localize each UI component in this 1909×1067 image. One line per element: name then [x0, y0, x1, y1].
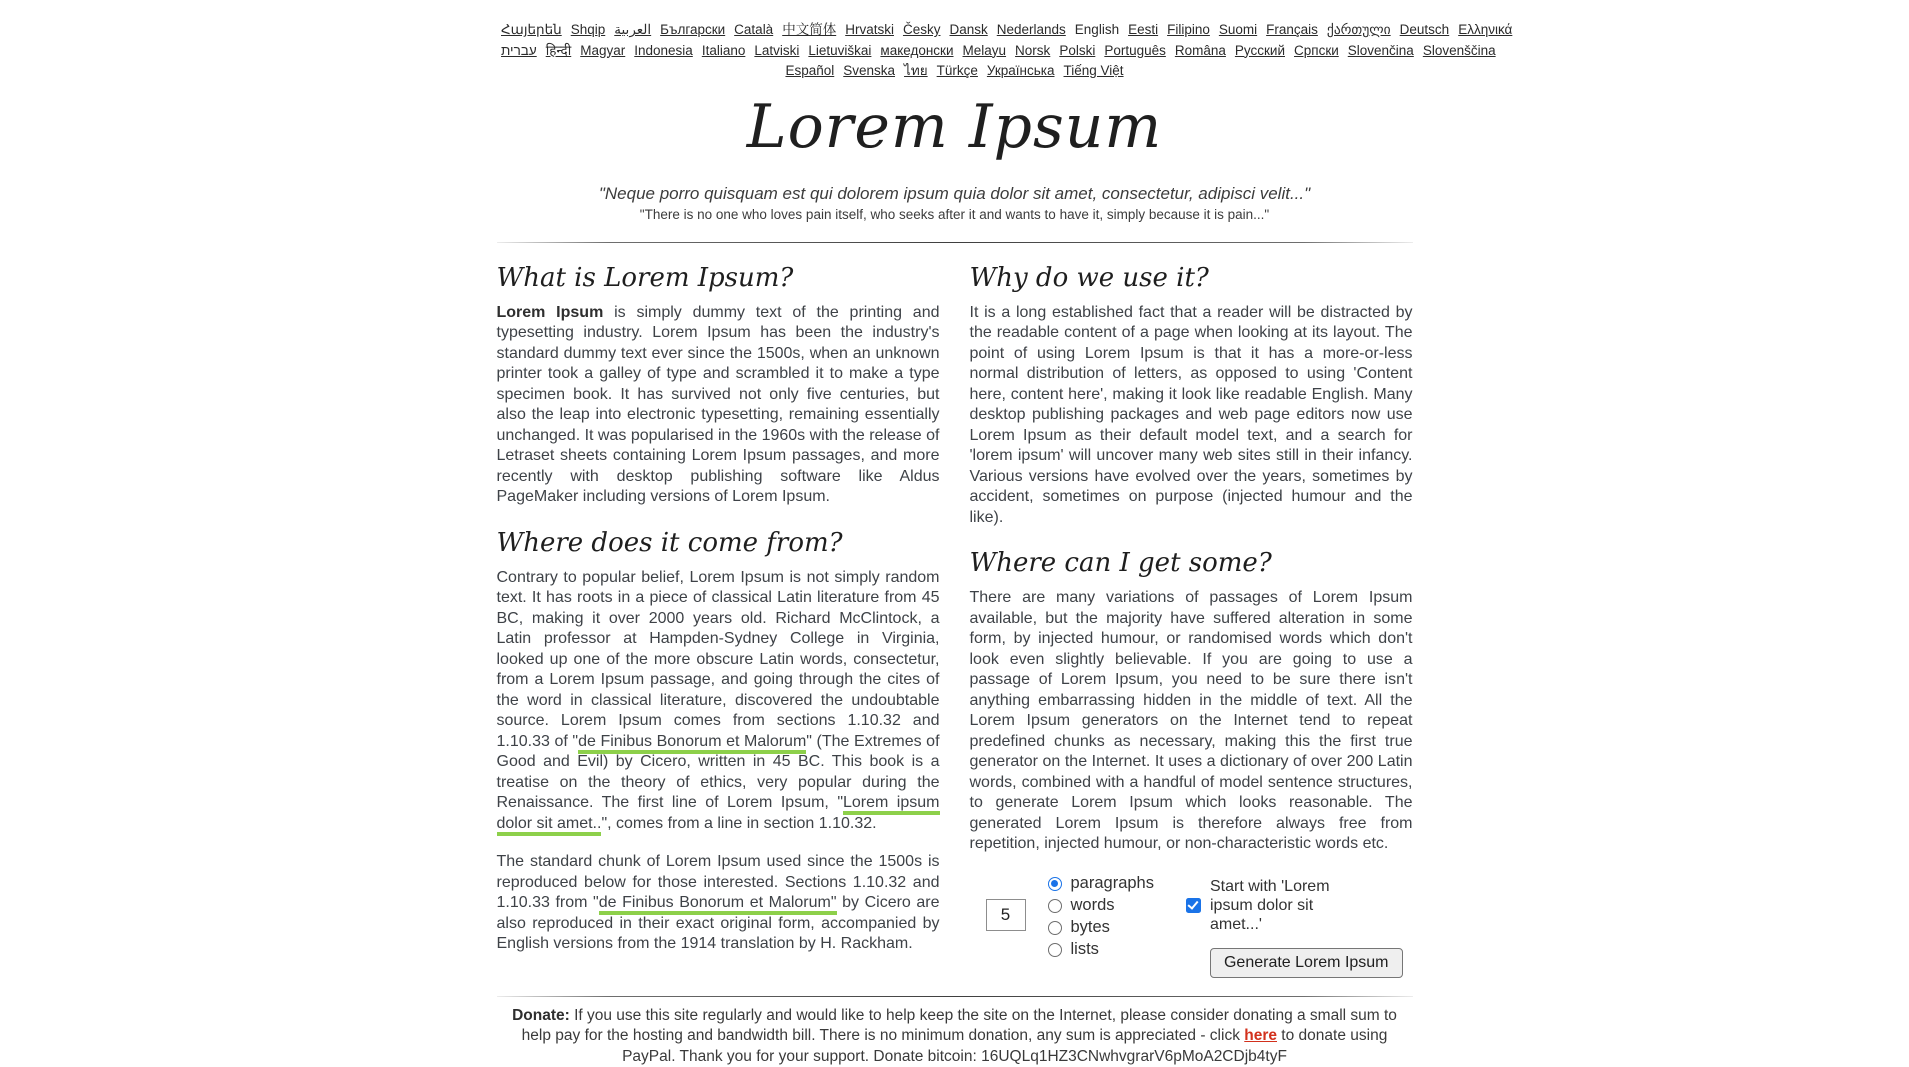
language-link[interactable]: Türkçe [937, 63, 978, 78]
language-bar [497, 0, 1413, 82]
paragraph [497, 568, 940, 835]
language-link[interactable]: македонски [880, 43, 953, 58]
text-segment: Donate: [512, 1007, 574, 1024]
language-link[interactable]: Български [660, 22, 725, 37]
language-link[interactable]: Magyar [580, 43, 625, 58]
text-segment: by Cicero are also reproduced in their exact original form, accompanied by English versions from the 1914 translation by H. Rackham. [497, 894, 940, 952]
language-link[interactable]: Česky [903, 22, 941, 37]
radio-label: bytes [1071, 918, 1110, 937]
language-link[interactable]: Polski [1059, 43, 1095, 58]
donate-here-link[interactable]: here [1244, 1027, 1277, 1044]
language-link[interactable]: العربية [614, 22, 651, 37]
language-link[interactable]: Nederlands [997, 22, 1066, 37]
text-segment: There are many variations of passages of Lorem Ipsum available, but the majority have suffered alteration in some form, by injected humour, or randomised words which don't look even slightly believable. If you are going to use a passage of Lorem Ipsum, you need to be sure there isn't anything embarrassing hidden in the middle of text. All the Lorem Ipsum generators on the Internet tend to repeat predefined chunks as necessary, making this the first true generator on the Internet. It uses a dictionary of over 200 Latin words, combined with a handful of model sentence structures, to generate Lorem Ipsum which looks reasonable. The generated Lorem Ipsum is therefore always free from repetition, injected humour, or non-characteristic words etc. [970, 589, 1413, 852]
left-column [497, 245, 940, 978]
highlighted-phrase: de Finibus Bonorum et Malorum [578, 733, 806, 754]
language-current: English [1075, 22, 1119, 37]
language-link[interactable]: Indonesia [634, 43, 693, 58]
section-body-where-from [497, 568, 940, 955]
language-link[interactable]: Ελληνικά [1458, 22, 1512, 37]
content-columns [497, 243, 1413, 978]
paragraph [497, 303, 940, 508]
language-link[interactable]: हिन्दी [546, 43, 572, 58]
count-input[interactable] [986, 899, 1026, 931]
section-heading-why-use: Why do we use it? [970, 261, 1413, 295]
start-with-checkbox[interactable] [1186, 898, 1201, 913]
language-row-1 [497, 20, 1413, 41]
start-with-label: Start with 'Lorem ipsum dolor sit amet...' [1210, 877, 1362, 934]
right-column [970, 245, 1413, 978]
radio-icon[interactable] [1048, 943, 1062, 957]
language-link[interactable]: Català [734, 22, 773, 37]
language-link[interactable]: ไทย [904, 63, 928, 78]
highlighted-phrase: Lorem ipsum dolor sit amet.. [497, 794, 940, 836]
language-link[interactable]: עברית [501, 43, 537, 58]
text-segment: If you use this site regularly and would like to help keep the site on the Internet, please consider donating a small sum to help pay for the hosting and bandwidth bill. There is no minimum donation, any sum is appreciated - click [522, 1007, 1397, 1045]
language-link[interactable]: Shqip [571, 22, 606, 37]
language-link[interactable]: Español [785, 63, 834, 78]
language-link[interactable]: 中文简体 [782, 22, 836, 37]
highlighted-phrase: de Finibus Bonorum et Malorum" [599, 894, 837, 915]
language-link[interactable]: Melayu [963, 43, 1007, 58]
language-link[interactable]: Svenska [843, 63, 895, 78]
language-link[interactable]: ქართული [1327, 22, 1391, 37]
text-segment: " (The Extremes of Good and Evil) by Cicero, written in 45 BC. This book is a treatise on the theory of ethics, very popular during the Renaissance. The first line of Lorem Ipsum, " [497, 733, 940, 812]
radio-option-paragraphs[interactable] [1048, 875, 1154, 893]
language-row-3 [497, 61, 1413, 82]
radio-option-lists[interactable] [1048, 941, 1154, 959]
text-segment: It is a long established fact that a reader will be distracted by the readable content of a page when looking at its layout. The point of using Lorem Ipsum is that it has a more-or-less normal distribution of letters, as opposed to using 'Content here, content here', making it look like readable English. Many desktop publishing packages and web page editors now use Lorem Ipsum as their default model text, and a search for 'lorem ipsum' will uncover many web sites still in their infancy. Various versions have evolved over the years, sometimes by accident, sometimes on purpose (injected humour and the like). [970, 304, 1413, 526]
radio-option-words[interactable] [1048, 897, 1154, 915]
language-link[interactable]: Français [1266, 22, 1318, 37]
generate-button[interactable]: Generate Lorem Ipsum [1210, 948, 1403, 978]
language-link[interactable]: Italiano [702, 43, 746, 58]
start-with-row[interactable] [1186, 877, 1403, 934]
language-link[interactable]: Norsk [1015, 43, 1050, 58]
language-link[interactable]: Slovenčina [1348, 43, 1414, 58]
language-link[interactable]: Deutsch [1400, 22, 1450, 37]
language-link[interactable]: Latviski [754, 43, 799, 58]
radio-icon[interactable] [1048, 899, 1062, 913]
radio-label: lists [1071, 940, 1099, 959]
language-row-2 [497, 41, 1413, 62]
generator-form [970, 873, 1413, 978]
language-link[interactable]: Filipino [1167, 22, 1210, 37]
page-container [497, 0, 1413, 1067]
quote-english: "There is no one who loves pain itself, who seeks after it and wants to have it, simply because it is pain..." [497, 206, 1413, 224]
section-heading-where-from: Where does it come from? [497, 526, 940, 560]
section-body-what-is [497, 303, 940, 508]
section-body-why-use [970, 303, 1413, 529]
language-link[interactable]: Eesti [1128, 22, 1158, 37]
text-segment: The standard chunk of Lorem Ipsum used since the 1500s is reproduced below for those interested. Sections 1.10.32 and 1.10.33 from " [497, 853, 940, 911]
language-link[interactable]: Lietuviškai [808, 43, 871, 58]
language-link[interactable]: Hrvatski [845, 22, 894, 37]
page-title: Lorem Ipsum [497, 94, 1413, 160]
text-segment: is simply dummy text of the printing and typesetting industry. Lorem Ipsum has been the industry's standard dummy text ever since the 1500s, when an unknown printer took a galley of type and scrambled it to make a type specimen book. It has survived not only five centuries, but also the leap into electronic typesetting, remaining essentially unchanged. It was popularised in the 1960s with the release of Letraset sheets containing Lorem Ipsum passages, and more recently with desktop publishing software like Aldus PageMaker including versions of Lorem Ipsum. [497, 304, 940, 506]
radio-option-bytes[interactable] [1048, 919, 1154, 937]
radio-label: paragraphs [1071, 874, 1154, 893]
language-link[interactable]: Português [1104, 43, 1166, 58]
section-heading-what-is: What is Lorem Ipsum? [497, 261, 940, 295]
radio-group [1048, 873, 1154, 978]
language-link[interactable]: Suomi [1219, 22, 1257, 37]
language-link[interactable]: Հայերեն [501, 22, 562, 37]
language-link[interactable]: Українська [987, 63, 1055, 78]
paragraph [970, 588, 1413, 855]
paragraph [497, 852, 940, 955]
radio-selected-icon[interactable] [1048, 877, 1062, 891]
radio-icon[interactable] [1048, 921, 1062, 935]
text-segment: ", comes from a line in section 1.10.32. [601, 815, 876, 832]
text-segment: Lorem Ipsum [497, 304, 604, 321]
start-with-group [1186, 873, 1403, 978]
section-heading-get-some: Where can I get some? [970, 546, 1413, 580]
language-link[interactable]: Tiếng Việt [1064, 63, 1124, 78]
donate-section [497, 996, 1413, 1067]
radio-label: words [1071, 896, 1115, 915]
section-body-get-some [970, 588, 1413, 855]
language-link[interactable]: Русский [1235, 43, 1285, 58]
text-segment: Contrary to popular belief, Lorem Ipsum is not simply random text. It has roots in a piece of classical Latin literature from 45 BC, making it over 2000 years old. Richard McClintock, a Latin professor at Hampden-Sydney College in Virginia, looked up one of the more obscure Latin words, consectetur, from a Lorem Ipsum passage, and going through the cites of the word in classical literature, discovered the undoubtable source. Lorem Ipsum comes from sections 1.10.32 and 1.10.33 of " [497, 569, 940, 750]
text-segment: to donate using PayPal. Thank you for your support. Donate bitcoin: 16UQLq1HZ3CNwhvgrarV6pMoA2CDjb4tyF [622, 1027, 1387, 1065]
language-link[interactable]: Српски [1294, 43, 1339, 58]
language-link[interactable]: Dansk [949, 22, 987, 37]
language-link[interactable]: Româna [1175, 43, 1226, 58]
language-link[interactable]: Slovenščina [1423, 43, 1496, 58]
donate-text [497, 997, 1413, 1067]
quote-latin: "Neque porro quisquam est qui dolorem ipsum quia dolor sit amet, consectetur, adipisci velit..." [497, 184, 1413, 204]
paragraph [970, 303, 1413, 529]
